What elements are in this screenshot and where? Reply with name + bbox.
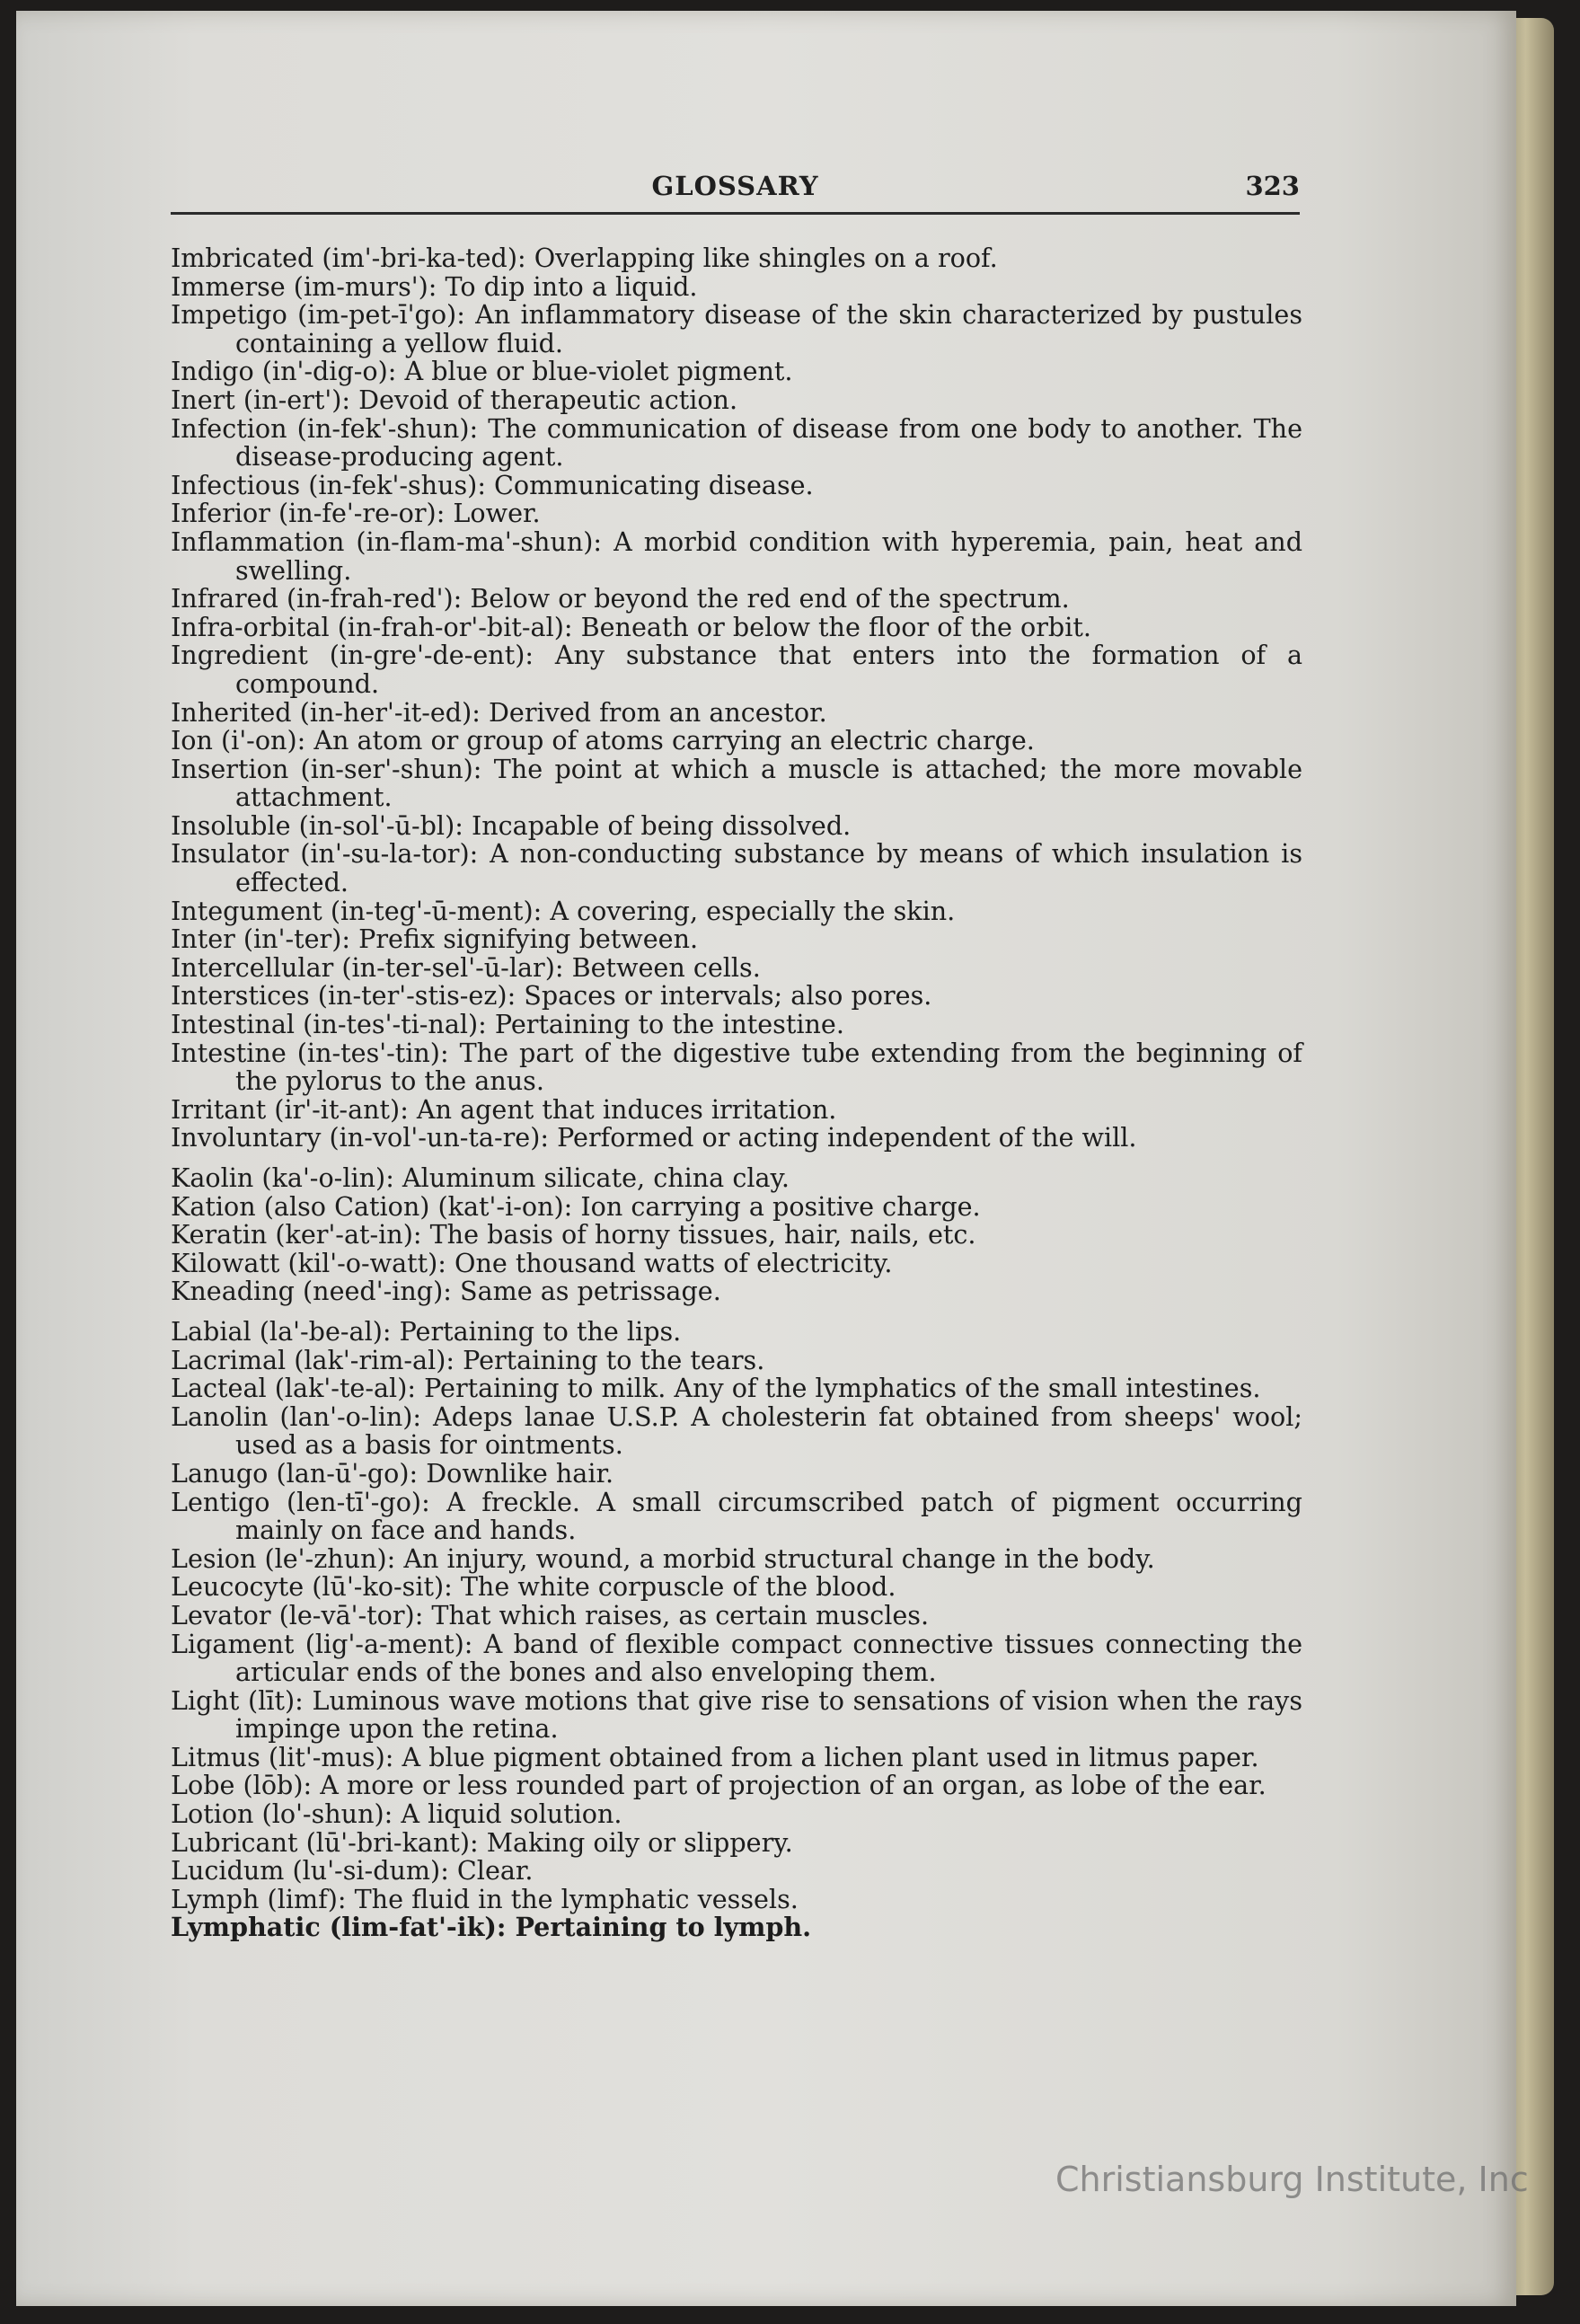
- glossary-entry: Intestinal (in-tes'-ti-nal): Pertaining to the intestine.: [171, 1009, 844, 1040]
- glossary-entry: Ligament (lig'-a-ment): A band of flexible compact connective tissues connecting the articular ends of the bones and also enveloping them.: [171, 1628, 1302, 1688]
- watermark: Christiansburg Institute, Inc: [1055, 2160, 1529, 2199]
- glossary-entry: Inferior (in-fe'-re-or): Lower.: [171, 498, 541, 529]
- glossary-entry: Light (līt): Luminous wave motions that give rise to sensations of vision when the rays impinge upon the retina.: [171, 1684, 1302, 1745]
- glossary-entry: Insulator (in'-su-la-tor): A non-conducting substance by means of which insulation is effected.: [171, 838, 1302, 898]
- glossary-entry: Indigo (in'-dig-o): A blue or blue-violet pigment.: [171, 356, 793, 387]
- glossary-entry: Insertion (in-ser'-shun): The point at which a muscle is attached; the more movable attachment.: [171, 753, 1302, 813]
- glossary-entry: Lanolin (lan'-o-lin): Adeps lanae U.S.P. A cholesterin fat obtained from sheeps' wool; used as a basis for ointments.: [171, 1401, 1302, 1461]
- glossary-entry: Irritant (ir'-it-ant): An agent that induces irritation.: [171, 1093, 837, 1125]
- glossary-entry: Inert (in-ert'): Devoid of therapeutic action.: [171, 384, 738, 415]
- glossary-entry: Ingredient (in-gre'-de-ent): Any substance that enters into the formation of a compound.: [171, 640, 1302, 699]
- glossary-entry: Levator (le-vā'-tor): That which raises, as certain muscles.: [171, 1599, 930, 1630]
- glossary-entry: Imbricated (im'-bri-ka-ted): Overlapping like shingles on a roof.: [171, 243, 998, 273]
- glossary-group-k: [171, 1164, 1302, 1306]
- glossary-group-l: [171, 1315, 1302, 1943]
- glossary-entry: Keratin (ker'-at-in): The basis of horny tissues, hair, nails, etc.: [171, 1219, 976, 1250]
- glossary-entry: Interstices (in-ter'-stis-ez): Spaces or intervals; also pores.: [171, 980, 932, 1012]
- glossary-entry: Kation (also Cation) (kat'-i-on): Ion carrying a positive charge.: [171, 1190, 981, 1222]
- glossary-entry: Inflammation (in-flam-ma'-shun): A morbid condition with hyperemia, pain, heat and swelling.: [171, 526, 1302, 586]
- glossary-entry: Infectious (in-fek'-shus): Communicating disease.: [171, 469, 814, 500]
- glossary-entry: Ion (i'-on): An atom or group of atoms carrying an electric charge.: [171, 725, 1035, 756]
- glossary-entry: Litmus (lit'-mus): A blue pigment obtained from a lichen plant used in litmus paper.: [171, 1741, 1259, 1772]
- glossary-entry: Lobe (lōb): A more or less rounded part of projection of an organ, as lobe of the ear.: [171, 1770, 1267, 1801]
- glossary-entry: Lucidum (lu'-si-dum): Clear.: [171, 1855, 534, 1887]
- glossary-entry: Insoluble (in-sol'-ū-bl): Incapable of being dissolved.: [171, 809, 852, 841]
- glossary-entry: Lotion (lo'-shun): A liquid solution.: [171, 1798, 622, 1830]
- glossary-entry: Labial (la'-be-al): Pertaining to the lips.: [171, 1315, 682, 1347]
- glossary-entry: Inter (in'-ter): Prefix signifying between.: [171, 923, 699, 955]
- glossary-entry: Involuntary (in-vol'-un-ta-re): Performed or acting independent of the will.: [171, 1122, 1137, 1153]
- glossary-entry: Kneading (need'-ing): Same as petrissage.: [171, 1276, 721, 1307]
- glossary-entry: Intercellular (in-ter-sel'-ū-lar): Between cells.: [171, 951, 761, 983]
- glossary-entry: Lentigo (len-tī'-go): A freckle. A small circumscribed patch of pigment occurring mainly on face and hands.: [171, 1486, 1302, 1546]
- glossary-entry: Lacteal (lak'-te-al): Pertaining to milk. Any of the lymphatics of the small intestines.: [171, 1373, 1261, 1404]
- glossary-entry: Infra-orbital (in-frah-or'-bit-al): Beneath or below the floor of the orbit.: [171, 611, 1091, 642]
- page-header: [171, 167, 1300, 215]
- glossary-entry: Inherited (in-her'-it-ed): Derived from an ancestor.: [171, 696, 827, 728]
- glossary-entry: Lanugo (lan-ū'-go): Downlike hair.: [171, 1457, 614, 1489]
- glossary-entry: Intestine (in-tes'-tin): The part of the digestive tube extending from the beginning of the pylorus to the anus.: [171, 1037, 1302, 1097]
- glossary-entry: Immerse (im-murs'): To dip into a liquid.: [171, 270, 698, 302]
- glossary-list: [171, 244, 1302, 1942]
- glossary-entry: Lymphatic (lim-fat'-ik): Pertaining to lymph.: [171, 1912, 812, 1943]
- glossary-entry: Kilowatt (kil'-o-watt): One thousand watts of electricity.: [171, 1247, 893, 1278]
- glossary-entry: Leucocyte (lū'-ko-sit): The white corpuscle of the blood.: [171, 1571, 896, 1603]
- glossary-entry: Infrared (in-frah-red'): Below or beyond the red end of the spectrum.: [171, 583, 1070, 614]
- glossary-entry: Lymph (limf): The fluid in the lymphatic vessels.: [171, 1883, 799, 1914]
- page-number: 323: [1245, 171, 1300, 201]
- glossary-group-i: [171, 244, 1302, 1153]
- glossary-entry: Kaolin (ka'-o-lin): Aluminum silicate, china clay.: [171, 1162, 790, 1193]
- glossary-entry: Lubricant (lū'-bri-kant): Making oily or slippery.: [171, 1826, 793, 1858]
- glossary-entry: Lesion (le'-zhun): An injury, wound, a morbid structural change in the body.: [171, 1542, 1155, 1574]
- glossary-entry: Integument (in-teg'-ū-ment): A covering, especially the skin.: [171, 895, 956, 926]
- glossary-entry: Impetigo (im-pet-ī'go): An inflammatory disease of the skin characterized by pustules containing a yellow fluid.: [171, 299, 1302, 358]
- glossary-entry: Infection (in-fek'-shun): The communication of disease from one body to another. The disease-producing agent.: [171, 412, 1302, 473]
- glossary-entry: Lacrimal (lak'-rim-al): Pertaining to the tears.: [171, 1344, 765, 1375]
- running-title: GLOSSARY: [651, 171, 819, 201]
